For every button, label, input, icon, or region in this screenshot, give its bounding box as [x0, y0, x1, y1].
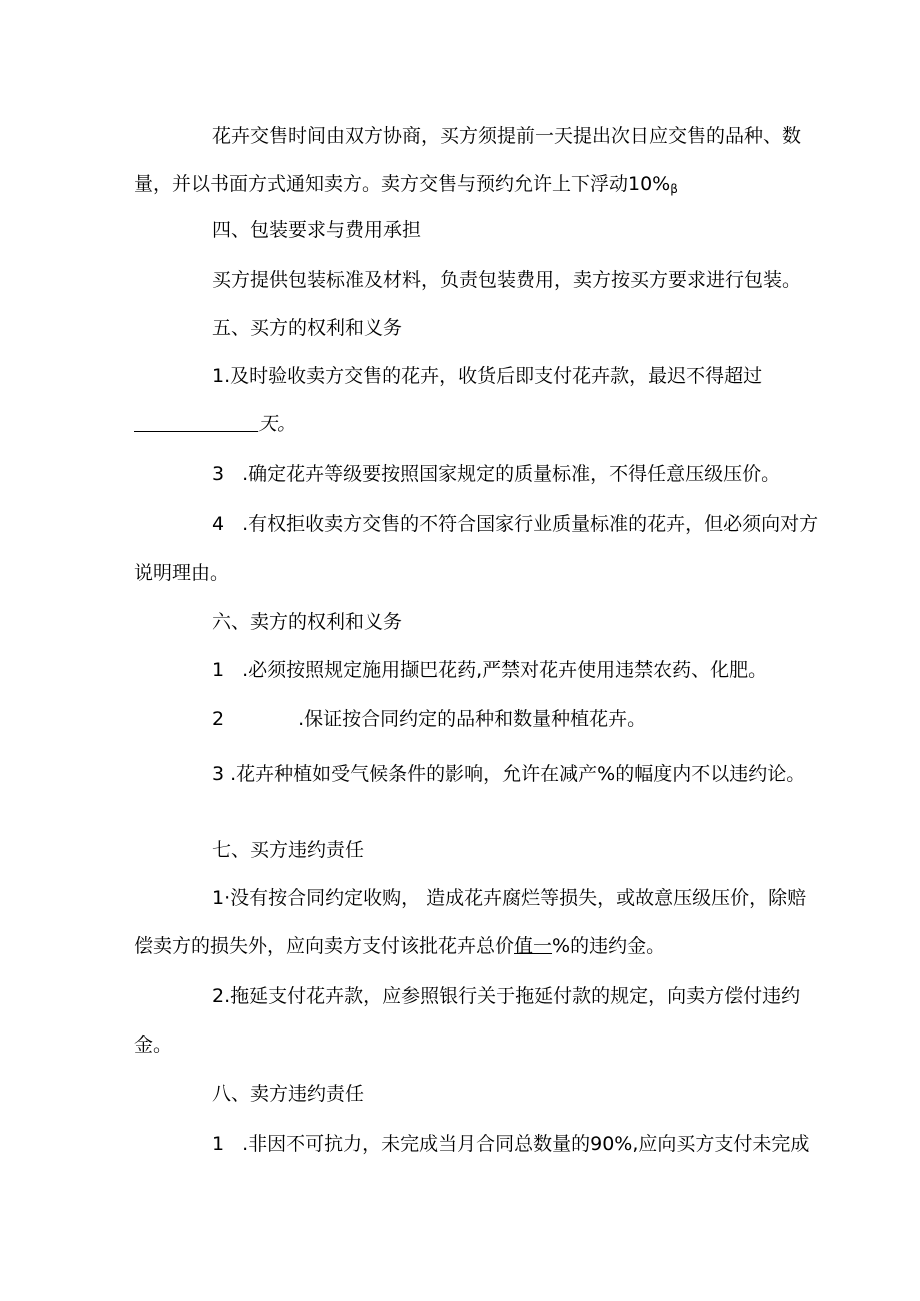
text-run: β: [670, 182, 678, 196]
paragraph-line: [212, 707, 646, 731]
text-run: 量，并以书面方式通知卖方。卖方交售与预约允许上下浮动10%: [134, 173, 671, 195]
section-heading-8: [212, 1082, 364, 1106]
item-number: 3: [212, 463, 225, 485]
text-run: .保证按合同约定的品种和数量种植花卉。: [298, 708, 647, 730]
paragraph-line: [212, 658, 767, 682]
item-number: 1: [212, 659, 225, 681]
text-run: %的违约金。: [552, 935, 666, 957]
paragraph-line: [212, 1132, 809, 1156]
text-run: 花卉交售时间由双方协商，买方须提前一天提出次日应交售的品种、数: [212, 125, 802, 147]
paragraph-line: [134, 1033, 172, 1057]
paragraph-line: [212, 512, 818, 536]
paragraph-line: [134, 561, 229, 585]
paragraph-line: [212, 462, 780, 486]
text-run: .确定花卉等级要按照国家规定的质量标准，不得任意压级压价。: [242, 463, 781, 485]
heading-text: 六、卖方的权利和义务: [212, 611, 403, 633]
heading-text: 七、买方违约责任: [212, 839, 365, 861]
item-number: 2: [212, 708, 225, 730]
text-run: 2.拖延支付花卉款，应参照银行关于拖延付款的规定，向卖方偿付违约: [212, 985, 801, 1007]
text-run: 金。: [134, 1034, 173, 1056]
heading-text: 八、卖方违约责任: [212, 1083, 365, 1105]
paragraph-line: [134, 934, 665, 958]
paragraph-line: [212, 268, 801, 292]
text-run: .有权拒收卖方交售的不符合国家行业质量标准的花卉，但必须向对方: [242, 513, 819, 535]
text-run: .非因不可抗力，未完成当月合同总数量的90%,应向买方支付未完成: [242, 1133, 810, 1155]
section-heading-5: [212, 316, 402, 340]
paragraph-line: [212, 762, 805, 786]
text-run: 3 .花卉种植如受气候条件的影响，允许在减产%的幅度内不以违约论。: [212, 763, 806, 785]
text-run: 买方提供包装标准及材料，负责包装费用，卖方按买方要求进行包装。: [212, 269, 802, 291]
paragraph-line: [212, 984, 800, 1008]
heading-text: 五、买方的权利和义务: [212, 317, 403, 339]
section-heading-7: [212, 838, 364, 862]
paragraph-line: [212, 364, 762, 388]
text-run: 天。: [258, 413, 297, 435]
section-heading-4: [212, 218, 421, 242]
text-run: 说明理由。: [134, 562, 230, 584]
paragraph-line: [134, 172, 678, 201]
text-run: 1·没有按合同约定收购， 造成花卉腐烂等损失，或故意压级压价，除赔: [212, 887, 807, 909]
paragraph-line: [134, 412, 296, 436]
underlined-text: 值一: [514, 935, 553, 957]
item-number: 4: [212, 513, 225, 535]
fill-in-blank: [134, 413, 258, 432]
text-run: 偿卖方的损失外，应向卖方支付该批花卉总价: [134, 935, 515, 957]
text-run: .必须按照规定施用撷巴花药,严禁对花卉使用违禁农药、化肥。: [242, 659, 768, 681]
item-number: 1: [212, 1133, 225, 1155]
text-run: 1.及时验收卖方交售的花卉，收货后即支付花卉款，最迟不得超过: [212, 365, 763, 387]
section-heading-6: [212, 610, 402, 634]
paragraph-line: [212, 124, 801, 148]
heading-text: 四、包装要求与费用承担: [212, 219, 422, 241]
paragraph-line: [212, 886, 806, 910]
